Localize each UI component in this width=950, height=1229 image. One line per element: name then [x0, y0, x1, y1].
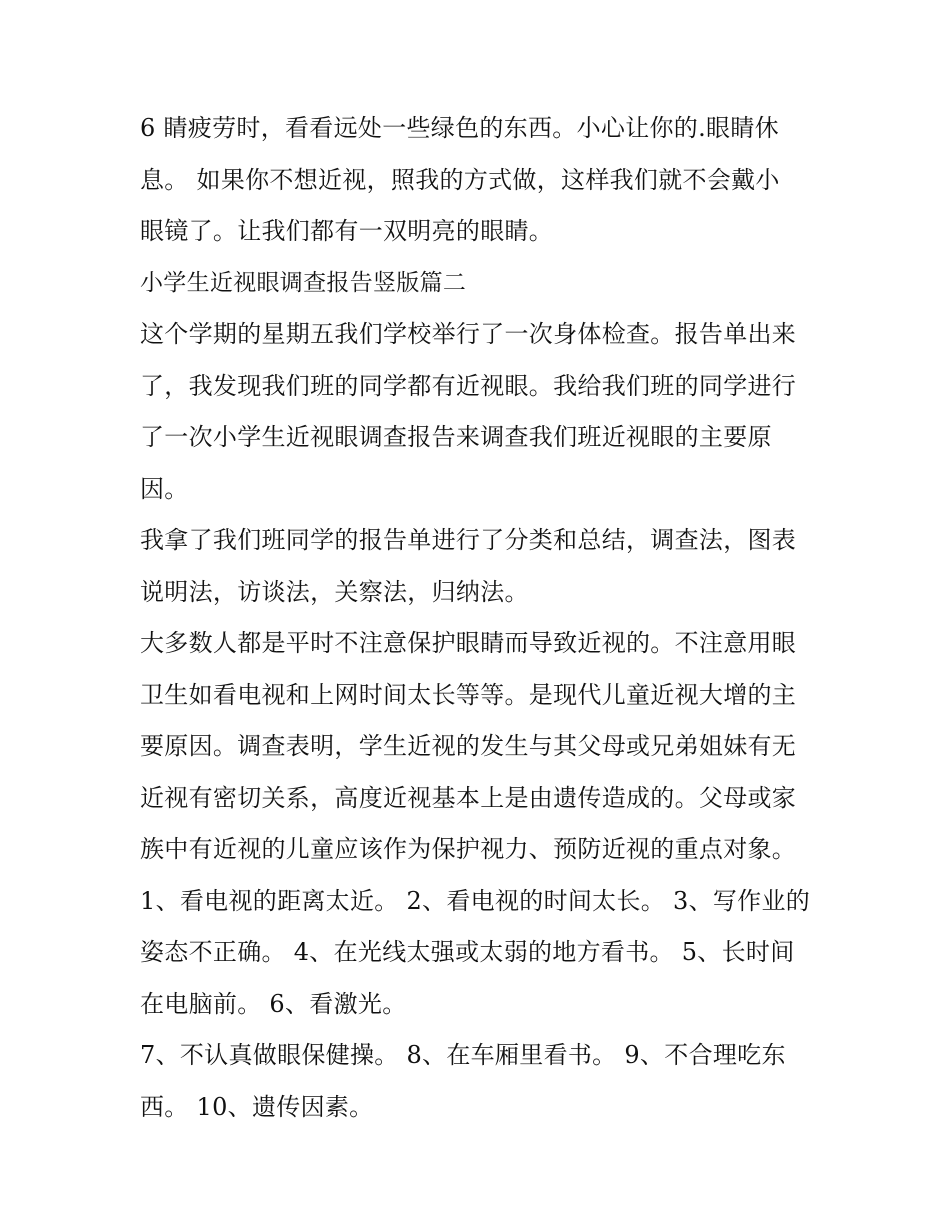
text-line: 要原因。调查表明，学生近视的发生与其父母或兄弟姐妹有无 — [140, 732, 797, 760]
text-line: 息。 如果你不想近视，照我的方式做，这样我们就不会戴小 — [140, 165, 780, 194]
text-line: 近视有密切关系，高度近视基本上是由遗传造成的。父母或家 — [140, 783, 797, 812]
text-line: 1、看电视的距离太近。 2、看电视的时间太长。 3、写作业的 — [140, 886, 811, 915]
text-line: 我拿了我们班同学的报告单进行了分类和总结，调查法，图表 — [140, 526, 797, 554]
text-line: 西。 10、遗传因素。 — [140, 1092, 374, 1121]
text-line: 卫生如看电视和上网时间太长等等。是现代儿童近视大增的主 — [140, 680, 797, 709]
text-line: 7、不认真做眼保健操。 8、在车厢里看书。 9、不合理吃东 — [140, 1041, 786, 1069]
text-line: 姿态不正确。 4、在光线太强或太弱的地方看书。 5、长时间 — [140, 938, 795, 966]
text-line: 族中有近视的儿童应该作为保护视力、预防近视的重点对象。 — [140, 835, 797, 863]
text-line: 了，我发现我们班的同学都有近视眼。我给我们班的同学进行 — [140, 371, 797, 400]
text-line: 在电脑前。 6、看激光。 — [140, 989, 407, 1018]
text-line: 眼镜了。让我们都有一双明亮的眼睛。 — [140, 217, 554, 245]
text-line: 这个学期的星期五我们学校举行了一次身体检查。报告单出来 — [140, 320, 797, 348]
text-line: 因。 — [140, 474, 189, 503]
text-line: 了一次小学生近视眼调查报告来调查我们班近视眼的主要原 — [140, 423, 772, 451]
section-heading: 小学生近视眼调查报告竖版篇二 — [140, 269, 467, 296]
text-line: 6 睛疲劳时，看看远处一些绿色的东西。小心让你的.眼睛休 — [140, 114, 779, 142]
text-line: 大多数人都是平时不注意保护眼睛而导致近视的。不注意用眼 — [140, 629, 797, 657]
text-line: 说明法，访谈法，关察法，归纳法。 — [140, 577, 529, 606]
document-body — [140, 103, 820, 1133]
